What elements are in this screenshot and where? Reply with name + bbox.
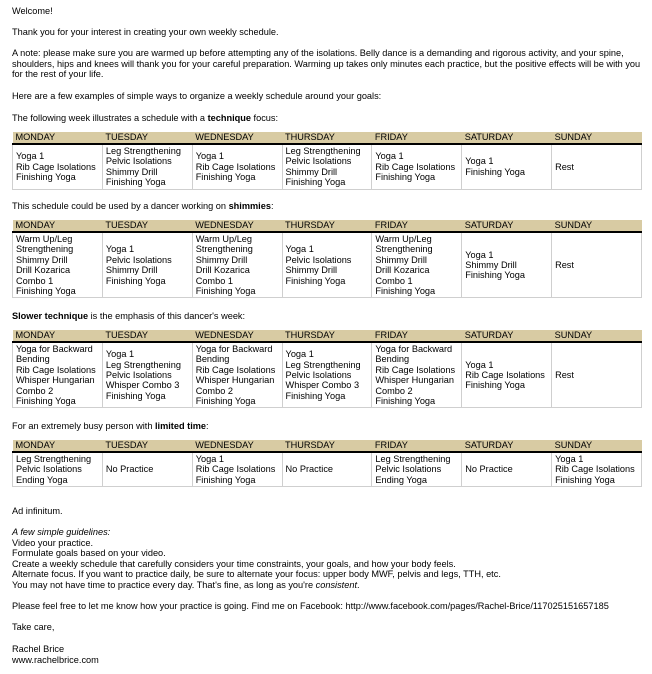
day-header: SUNDAY bbox=[552, 330, 642, 342]
day-header: TUESDAY bbox=[102, 440, 192, 452]
day-header: TUESDAY bbox=[102, 330, 192, 342]
schedule-cell: Yoga 1 Rib Cage Isolations Finishing Yoga bbox=[462, 342, 552, 408]
schedule-cell: Yoga 1 Rib Cage Isolations Finishing Yoga bbox=[552, 452, 642, 487]
schedule-cell: Rest bbox=[552, 342, 642, 408]
schedule-intro: The following week illustrates a schedule with a technique focus: bbox=[12, 113, 279, 123]
day-header: MONDAY bbox=[13, 220, 103, 232]
day-header: FRIDAY bbox=[372, 330, 462, 342]
guidelines bbox=[12, 527, 646, 590]
schedule-cell: Warm Up/Leg Strengthening Shimmy Drill Drill Kozarica Combo 1 Finishing Yoga bbox=[192, 232, 282, 298]
schedule-cell: Yoga 1 Finishing Yoga bbox=[462, 144, 552, 189]
schedule-cell: Warm Up/Leg Strengthening Shimmy Drill Drill Kozarica Combo 1 Finishing Yoga bbox=[13, 232, 103, 298]
day-header: FRIDAY bbox=[372, 440, 462, 452]
day-header: SUNDAY bbox=[552, 220, 642, 232]
list-item: Alternate focus. If you want to practice daily, be sure to alternate your focus: upper body MWF, pelvis and legs, TTH, etc. bbox=[12, 569, 501, 579]
day-header: SATURDAY bbox=[462, 330, 552, 342]
thanks-text: Thank you for your interest in creating your own weekly schedule. bbox=[12, 27, 279, 37]
schedule-cell: Yoga 1 Pelvic Isolations Shimmy Drill Finishing Yoga bbox=[282, 232, 372, 298]
schedule-cell: Yoga 1 Leg Strengthening Pelvic Isolations Whisper Combo 3 Finishing Yoga bbox=[282, 342, 372, 408]
schedule-cell: Warm Up/Leg Strengthening Shimmy Drill Drill Kozarica Combo 1 Finishing Yoga bbox=[372, 232, 462, 298]
day-header: THURSDAY bbox=[282, 440, 372, 452]
day-header: WEDNESDAY bbox=[192, 132, 282, 144]
day-header: SATURDAY bbox=[462, 132, 552, 144]
schedule-table-slower-technique bbox=[12, 330, 642, 408]
schedule-cell: Yoga 1 Pelvic Isolations Shimmy Drill Finishing Yoga bbox=[102, 232, 192, 298]
schedule-cell: Rest bbox=[552, 144, 642, 189]
day-header: MONDAY bbox=[13, 132, 103, 144]
day-header: SUNDAY bbox=[552, 132, 642, 144]
table-row bbox=[13, 232, 642, 298]
schedule-cell: Yoga for Backward Bending Rib Cage Isolations Whisper Hungarian Combo 2 Finishing Yoga bbox=[372, 342, 462, 408]
schedule-cell: Yoga for Backward Bending Rib Cage Isolations Whisper Hungarian Combo 2 Finishing Yoga bbox=[13, 342, 103, 408]
schedule-table-shimmies bbox=[12, 220, 642, 298]
table-header-row bbox=[13, 330, 642, 342]
day-header: THURSDAY bbox=[282, 220, 372, 232]
day-header: WEDNESDAY bbox=[192, 440, 282, 452]
schedule-cell: No Practice bbox=[462, 452, 552, 487]
day-header: THURSDAY bbox=[282, 132, 372, 144]
day-header: WEDNESDAY bbox=[192, 220, 282, 232]
schedule-table-technique bbox=[12, 132, 642, 190]
day-header: MONDAY bbox=[13, 330, 103, 342]
table-row bbox=[13, 144, 642, 189]
schedule-cell: No Practice bbox=[102, 452, 192, 487]
schedule-cell: Leg Strengthening Pelvic Isolations Ending Yoga bbox=[372, 452, 462, 487]
schedule-cell: Leg Strengthening Pelvic Isolations Ending Yoga bbox=[13, 452, 103, 487]
schedule-intro: For an extremely busy person with limited time: bbox=[12, 421, 209, 431]
day-header: MONDAY bbox=[13, 440, 103, 452]
schedule-intro: Slower technique is the emphasis of this dancer's week: bbox=[12, 311, 246, 321]
day-header: WEDNESDAY bbox=[192, 330, 282, 342]
table-header-row bbox=[13, 440, 642, 452]
day-header: SATURDAY bbox=[462, 440, 552, 452]
schedule-cell: Yoga 1 Leg Strengthening Pelvic Isolations Whisper Combo 3 Finishing Yoga bbox=[102, 342, 192, 408]
table-row bbox=[13, 342, 642, 408]
schedule-table-limited-time bbox=[12, 440, 642, 487]
schedule-cell: Yoga 1 Rib Cage Isolations Finishing Yoga bbox=[192, 452, 282, 487]
day-header: SATURDAY bbox=[462, 220, 552, 232]
day-header: TUESDAY bbox=[102, 132, 192, 144]
ad-infinitum-text: Ad infinitum. bbox=[12, 506, 63, 516]
closing-text: Take care, bbox=[12, 622, 55, 632]
day-header: TUESDAY bbox=[102, 220, 192, 232]
examples-intro: Here are a few examples of simple ways to organize a weekly schedule around your goals: bbox=[12, 91, 382, 101]
schedule-cell: Yoga 1 Rib Cage Isolations Finishing Yoga bbox=[192, 144, 282, 189]
signature-name: Rachel Brice bbox=[12, 644, 65, 654]
warmup-note: A note: please make sure you are warmed up before attempting any of the isolations. Belly dance is a demanding and rigorous activity, and your spine, shoulders, hips and knees will thank you for your careful preparation. Warming up takes only minutes each practice, but the positive effects will be with you for the rest of your life. bbox=[12, 48, 641, 79]
feedback-text: Please feel free to let me know how your practice is going. Find me on Facebook: http://www.facebook.com/pages/Rachel-Brice/117025151657185 bbox=[12, 601, 609, 611]
signature-site: www.rachelbrice.com bbox=[12, 655, 99, 665]
list-item: Formulate goals based on your video. bbox=[12, 548, 166, 558]
day-header: FRIDAY bbox=[372, 132, 462, 144]
schedule-cell: Rest bbox=[552, 232, 642, 298]
list-item: Video your practice. bbox=[12, 537, 94, 548]
schedule-cell: Leg Strengthening Pelvic Isolations Shimmy Drill Finishing Yoga bbox=[102, 144, 192, 189]
schedule-cell: Yoga 1 Rib Cage Isolations Finishing Yoga bbox=[372, 144, 462, 189]
table-header-row bbox=[13, 132, 642, 144]
welcome-text: Welcome! bbox=[12, 6, 53, 16]
day-header: THURSDAY bbox=[282, 330, 372, 342]
table-row bbox=[13, 452, 642, 487]
schedule-cell: Yoga 1 Rib Cage Isolations Finishing Yoga bbox=[13, 144, 103, 189]
schedule-intro: This schedule could be used by a dancer working on shimmies: bbox=[12, 201, 274, 211]
guidelines-heading: A few simple guidelines: bbox=[12, 527, 111, 537]
day-header: FRIDAY bbox=[372, 220, 462, 232]
day-header: SUNDAY bbox=[552, 440, 642, 452]
schedule-cell: No Practice bbox=[282, 452, 372, 487]
schedule-cell: Yoga for Backward Bending Rib Cage Isolations Whisper Hungarian Combo 2 Finishing Yoga bbox=[192, 342, 282, 408]
list-item: You may not have time to practice every day. That's fine, as long as you're consistent. bbox=[12, 579, 360, 590]
list-item: Create a weekly schedule that carefully considers your time constraints, your goals, and how your body feels. bbox=[12, 558, 456, 569]
schedule-cell: Leg Strengthening Pelvic Isolations Shimmy Drill Finishing Yoga bbox=[282, 144, 372, 189]
table-header-row bbox=[13, 220, 642, 232]
schedule-cell: Yoga 1 Shimmy Drill Finishing Yoga bbox=[462, 232, 552, 298]
